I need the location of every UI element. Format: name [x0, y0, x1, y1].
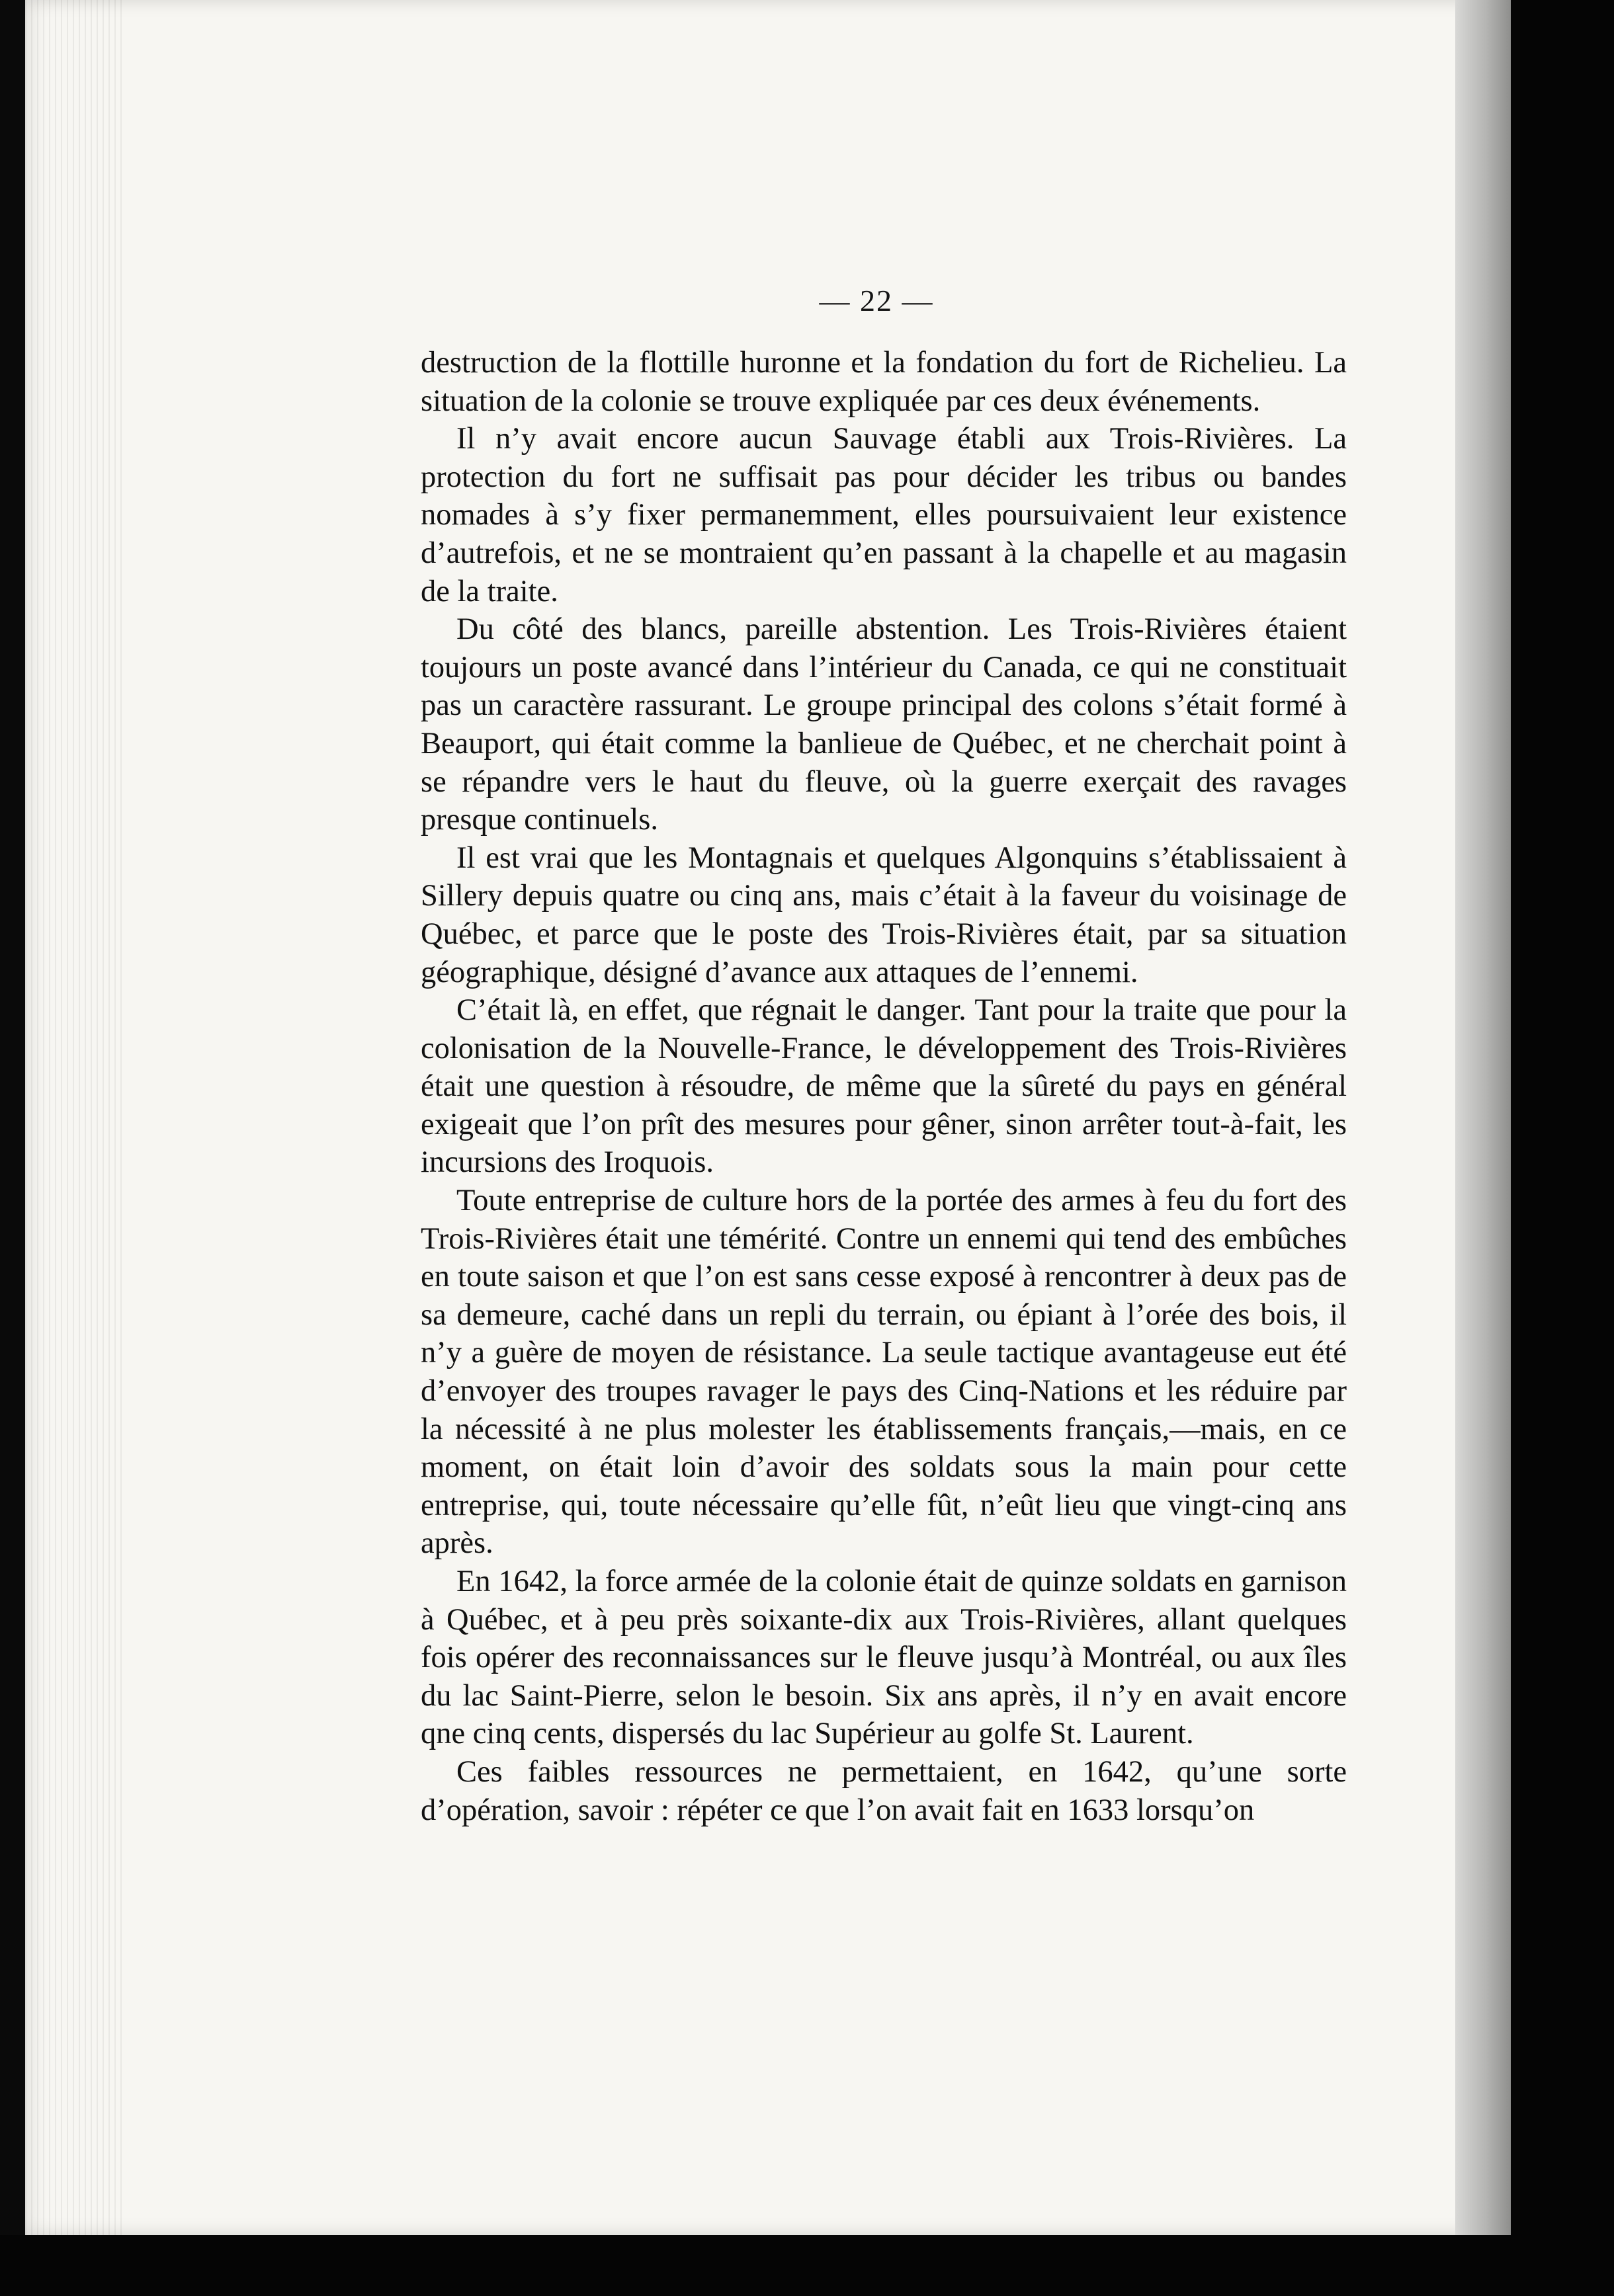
paragraph-7: En 1642, la force armée de la colonie était de quinze soldats en garnison à Québec, et à peu près soixante-dix aux Trois-Rivières, allant quelques fois opérer des reconnaissances sur le fleuve jusqu’à Montréal, ou aux îles du lac Saint-Pierre, selon le besoin. Six ans après, il n’y en avait encore qne cinq cents, dispersés du lac Supérieur au golfe St. Laurent. [421, 1565, 1347, 1751]
paragraph-6: Toute entreprise de culture hors de la portée des armes à feu du fort des Trois-Rivières était une témérité. Contre un ennemi qui tend des embûches en toute saison et que l’on est sans cesse exposé à rencontrer à deux pas de sa demeure, caché dans un repli du terrain, ou épiant à l’orée des bois, il n’y a guère de moyen de résistance. La seule tactique avantageuse eut été d’envoyer des troupes ravager le pays des Cinq-Nations et les réduire par la nécessité à ne plus molester les établissements français,—mais, en ce moment, on était loin d’avoir des soldats sous la main pour cette entreprise, qui, toute nécessaire qu’elle fût, n’eût lieu que vingt-cinq ans après. [421, 1184, 1347, 1561]
scan-border-left [0, 0, 25, 2296]
paragraph-4: Il est vrai que les Montagnais et quelques Algonquins s’établissaient à Sillery depuis quatre ou cinq ans, mais c’était à la faveur du voisinage de Québec, et parce que le poste des Trois-Rivières était, par sa situation géographique, désigné d’avance aux attaques de l’ennemi. [421, 840, 1347, 989]
paragraph-8: Ces faibles ressources ne permettaient, en 1642, qu’une sorte d’opération, savoir : répéter ce que l’on avait fait en 1633 lorsqu’on [421, 1754, 1347, 1827]
paragraph-1: destruction de la flottille huronne et la fondation du fort de Richelieu. La situation de la colonie se trouve expliquée par ces deux événements. [421, 346, 1347, 418]
paragraph-5: C’était là, en effet, que régnait le danger. Tant pour la traite que pour la colonisation de la Nouvelle-France, le développement des Trois-Rivières était une question à résoudre, de même que la sûreté du pays en général exigeait que l’on prît des mesures pour gêner, sinon arrêter tout-à-fait, les incursions des Iroquois. [421, 993, 1347, 1180]
paragraph-2: Il n’y avait encore aucun Sauvage établi aux Trois-Rivières. La protection du fort ne suffisait pas pour décider les tribus ou bandes nomades à s’y fixer permanemment, elles poursuivaient leur existence d’autrefois, et ne se montraient qu’en passant à la chapelle et au magasin de la traite. [421, 422, 1347, 608]
paragraph-3: Du côté des blancs, pareille abstention. Les Trois-Rivières étaient toujours un poste avancé dans l’intérieur du Canada, ce qui ne constituait pas un caractère rassurant. Le groupe principal des colons s’était formé à Beauport, qui était comme la banlieue de Québec, et ne cherchait point à se répandre vers le haut du fleuve, où la guerre exerçait des ravages presque continuels. [421, 612, 1347, 837]
body-text [421, 344, 1347, 1829]
page-number-text: — 22 — [819, 284, 934, 317]
scan-border-bottom [0, 2235, 1614, 2296]
binding-edge [25, 0, 124, 2235]
page-number [0, 283, 1614, 318]
page-right-edge [1455, 0, 1511, 2235]
scan-border-right [1511, 0, 1614, 2296]
